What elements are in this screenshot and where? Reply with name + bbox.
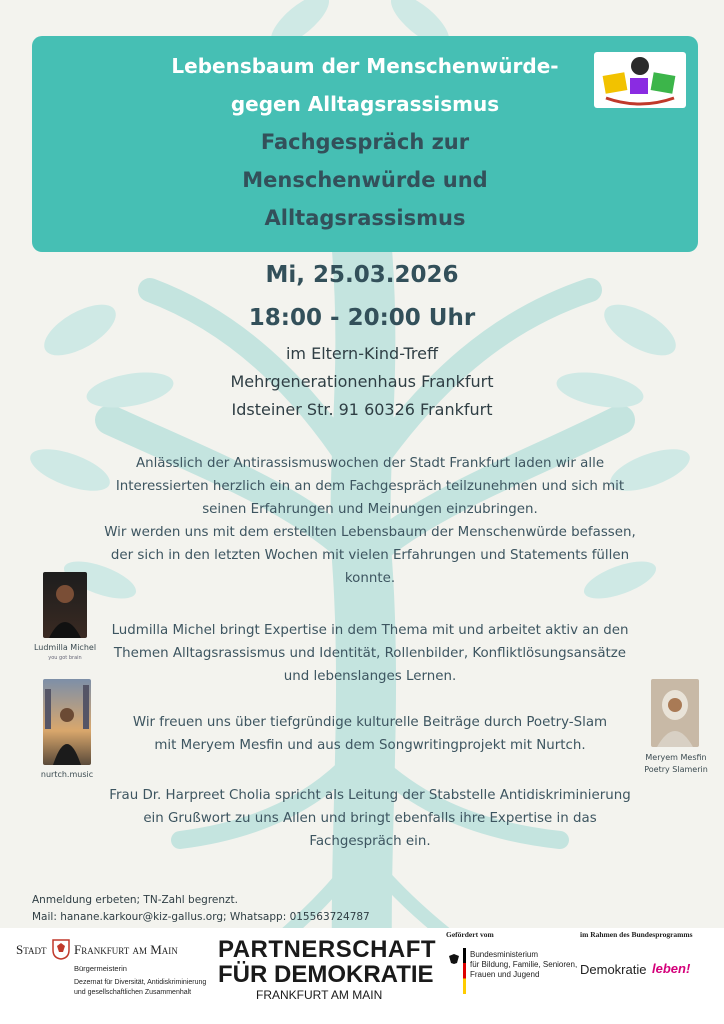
ludmilla-paragraph xyxy=(80,619,660,688)
person-silhouette-icon xyxy=(43,572,87,638)
event-time: 18:00 - 20:00 Uhr xyxy=(248,305,476,331)
subtitle-line-3: Alltagsrassismus xyxy=(264,206,466,230)
ministry-line-2: für Bildung, Familie, Senioren, xyxy=(470,960,578,969)
kiz-logo-icon xyxy=(594,52,686,108)
contact-details: Mail: hanane.karkour@kiz-gallus.org; Whatsapp: 015563724787 xyxy=(32,911,370,923)
intro-paragraph xyxy=(80,452,660,590)
venue-line-1: im Eltern-Kind-Treff xyxy=(285,344,439,363)
ludmilla-photo xyxy=(43,572,87,638)
intro-line-2: Interessierten herzlich ein an dem Fachgespräch teilzunehmen und sich mit xyxy=(115,479,625,494)
intro-line-5: der sich in den letzten Wochen mit vielen Erfahrungen und Statements füllen xyxy=(110,548,630,563)
sponsor-footer xyxy=(0,928,724,1024)
culture-line-2: mit Meryem Mesfin und aus dem Songwritingprojekt mit Nurtch. xyxy=(154,738,586,753)
greeting-line-2: ein Grußwort zu uns Allen und bringt ebenfalls ihre Expertise in das xyxy=(143,811,597,826)
venue-line-3: Idsteiner Str. 91 60326 Frankfurt xyxy=(231,400,493,419)
frankfurt-label: Frankfurt am Main xyxy=(74,942,178,957)
ministry-line-1: Bundesministerium xyxy=(470,950,539,959)
german-flag-bar xyxy=(463,948,466,994)
meryem-caption: Meryem Mesfin xyxy=(645,753,707,762)
culture-line-1: Wir freuen uns über tiefgründige kulturelle Beiträge durch Poetry-Slam xyxy=(132,715,608,730)
meryem-role: Poetry Slamerin xyxy=(644,765,708,774)
title-line-2: gegen Alltagsrassismus xyxy=(230,92,500,116)
federal-eagle-icon xyxy=(448,950,460,962)
intro-line-4: Wir werden uns mit dem erstellten Lebensbaum der Menschenwürde befassen, xyxy=(104,525,636,540)
subtitle-line-1: Fachgespräch zur xyxy=(260,130,470,154)
ludmilla-subcaption: you got brain xyxy=(48,655,82,661)
pfd-title-line-1: PARTNERSCHAFT xyxy=(218,936,437,963)
dezernat-line-1: Dezernat für Diversität, Antidiskriminierung xyxy=(74,979,207,986)
leben-label: leben! xyxy=(652,961,691,976)
nurtch-photo xyxy=(43,679,91,765)
greeting-line-1: Frau Dr. Harpreet Cholia spricht als Leitung der Stabstelle Antidiskriminierung xyxy=(109,788,631,803)
stadt-label: Stadt xyxy=(16,942,47,957)
subtitle-line-2: Menschenwürde und xyxy=(242,168,488,192)
kiz-gallus-logo xyxy=(594,52,686,108)
gefoerdert-label: Gefördert vom xyxy=(446,930,494,939)
pfd-title-line-2: FÜR DEMOKRATIE xyxy=(218,961,434,988)
person-silhouette-icon xyxy=(651,679,699,747)
greeting-paragraph xyxy=(80,784,660,853)
title-line-1: Lebensbaum der Menschenwürde- xyxy=(171,54,559,78)
meryem-photo xyxy=(651,679,699,747)
greeting-line-3: Fachgespräch ein. xyxy=(309,834,431,849)
nurtch-caption: nurtch.music xyxy=(40,770,94,779)
frankfurt-eagle-icon xyxy=(51,938,71,960)
pfd-city: FRANKFURT AM MAIN xyxy=(256,988,383,1002)
programm-label: im Rahmen des Bundesprogramms xyxy=(580,930,693,939)
ludmilla-line-1: Ludmilla Michel bringt Expertise in dem Thema mit und arbeitet aktiv an den xyxy=(111,623,629,638)
intro-line-1: Anlässlich der Antirassismuswochen der Stadt Frankfurt laden wir alle xyxy=(135,456,605,471)
ludmilla-line-3: und lebenslanges Lernen. xyxy=(283,669,457,684)
registration-note: Anmeldung erbeten; TN-Zahl begrenzt. xyxy=(32,894,238,906)
ludmilla-caption: Ludmilla Michel xyxy=(33,643,97,652)
intro-line-3: seinen Erfahrungen und Meinungen einzubringen. xyxy=(202,502,538,517)
venue-line-2: Mehrgenerationenhaus Frankfurt xyxy=(230,372,494,391)
demokratie-label: Demokratie xyxy=(580,962,647,977)
buergermeisterin-label: Bürgermeisterin xyxy=(74,964,127,973)
event-date: Mi, 25.03.2026 xyxy=(265,262,459,288)
person-silhouette-icon xyxy=(43,679,91,765)
culture-paragraph xyxy=(80,711,660,757)
intro-line-6: konnte. xyxy=(344,571,396,586)
dezernat-line-2: und gesellschaftlichen Zusammenhalt xyxy=(74,989,192,996)
ministry-line-3: Frauen und Jugend xyxy=(470,970,540,979)
ludmilla-line-2: Themen Alltagsrassismus und Identität, Rollenbilder, Konfliktlösungsansätze xyxy=(113,646,627,661)
